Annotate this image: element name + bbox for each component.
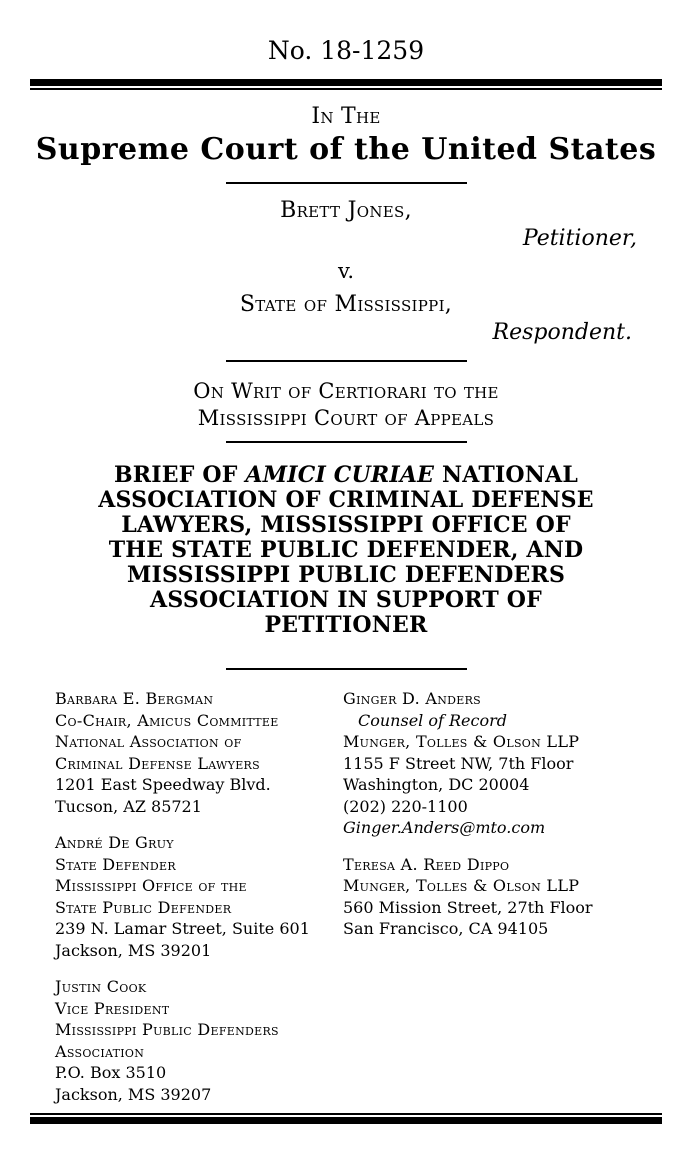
bottom-rule-thick-bar	[30, 1117, 662, 1124]
counsel-name: André De Gruy	[55, 833, 174, 852]
brief-title-line-6: ASSOCIATION IN SUPPORT OF	[150, 587, 542, 613]
counsel-entry-degruy	[55, 832, 343, 961]
counsel-title: State Defender	[55, 854, 176, 874]
counsel-address-line: Tucson, AZ 85721	[55, 796, 202, 816]
court-name: Supreme Court of the United States	[35, 132, 657, 167]
respondent-name: State of Mississippi,	[239, 292, 453, 317]
counsel-email: Ginger.Anders@mto.com	[343, 818, 546, 837]
counsel-name: Teresa A. Reed Dippo	[343, 854, 510, 874]
brief-title-line-1-pre: BRIEF OF	[113, 462, 246, 488]
petitioner-label: Petitioner,	[522, 226, 637, 251]
counsel-address-line: 1201 East Speedway Blvd.	[55, 775, 271, 794]
counsel-of-record-label: Counsel of Record	[358, 710, 508, 730]
counsel-org-line: Mississippi Public Defenders	[55, 1020, 279, 1039]
counsel-name: Ginger D. Anders	[343, 689, 482, 708]
separator-after-court	[226, 182, 467, 184]
separator-after-writ	[226, 441, 467, 443]
counsel-address-line: San Francisco, CA 94105	[343, 919, 549, 938]
counsel-phone: (202) 220-1100	[343, 796, 468, 816]
counsel-org-line: State Public Defender	[55, 897, 232, 917]
counsel-entry-dippo	[343, 854, 662, 940]
counsel-column-right	[343, 688, 662, 1105]
brief-title-line-2: ASSOCIATION OF CRIMINAL DEFENSE	[98, 487, 594, 513]
separator-after-caption	[226, 360, 467, 362]
versus: v.	[337, 259, 355, 283]
counsel-name: Justin Cook	[55, 977, 147, 996]
counsel-address-line: 239 N. Lamar Street, Suite 601	[55, 919, 310, 938]
counsel-address-line: 560 Mission Street, 27th Floor	[343, 897, 593, 917]
counsel-address-line: P.O. Box 3510	[55, 1063, 167, 1082]
counsel-address-line: 1155 F Street NW, 7th Floor	[343, 753, 574, 773]
petitioner-name: Brett Jones,	[280, 198, 412, 223]
counsel-block	[30, 688, 662, 1105]
counsel-org-line: Mississippi Office of the	[55, 876, 247, 895]
counsel-org-line: Munger, Tolles & Olson LLP	[343, 732, 580, 751]
counsel-org-line: Criminal Defense Lawyers	[55, 753, 260, 773]
brief-title-line-5: MISSISSIPPI PUBLIC DEFENDERS	[126, 562, 566, 588]
counsel-entry-anders	[343, 688, 662, 839]
brief-title-line-4: THE STATE PUBLIC DEFENDER, AND	[108, 537, 584, 563]
bottom-double-rule	[30, 1113, 662, 1124]
writ-line-1: On Writ of Certiorari to the	[193, 379, 499, 403]
counsel-name: Barbara E. Bergman	[55, 689, 214, 708]
brief-title-amici-curiae: AMICI CURIAE	[245, 462, 435, 488]
brief-title-line-7: PETITIONER	[264, 612, 428, 638]
respondent-label: Respondent.	[492, 320, 632, 345]
top-rule-thick-bar	[30, 79, 662, 86]
counsel-column-left	[55, 688, 343, 1105]
in-the-heading: In The	[311, 104, 381, 129]
counsel-org-line: Association	[55, 1041, 145, 1061]
counsel-address-line: Washington, DC 20004	[343, 775, 530, 794]
separator-after-title	[226, 668, 467, 670]
counsel-org-line: Munger, Tolles & Olson LLP	[343, 876, 580, 895]
writ-line-2: Mississippi Court of Appeals	[197, 406, 495, 430]
brief-title-line-3: LAWYERS, MISSISSIPPI OFFICE OF	[121, 512, 571, 538]
counsel-address-line: Jackson, MS 39207	[55, 1084, 212, 1104]
counsel-address-line: Jackson, MS 39201	[55, 940, 212, 960]
docket-number: No. 18-1259	[267, 36, 425, 65]
brief-title-line-1	[30, 463, 662, 488]
counsel-entry-bergman	[55, 688, 343, 817]
brief-title-line-1-post: NATIONAL	[434, 462, 579, 488]
counsel-title: Vice President	[55, 998, 170, 1018]
counsel-org-line: National Association of	[55, 732, 242, 751]
counsel-title: Co-Chair, Amicus Committee	[55, 710, 279, 730]
brief-title	[30, 463, 662, 638]
top-rule-thin-line	[30, 88, 662, 90]
top-double-rule	[30, 79, 662, 90]
counsel-entry-cook	[55, 976, 343, 1105]
